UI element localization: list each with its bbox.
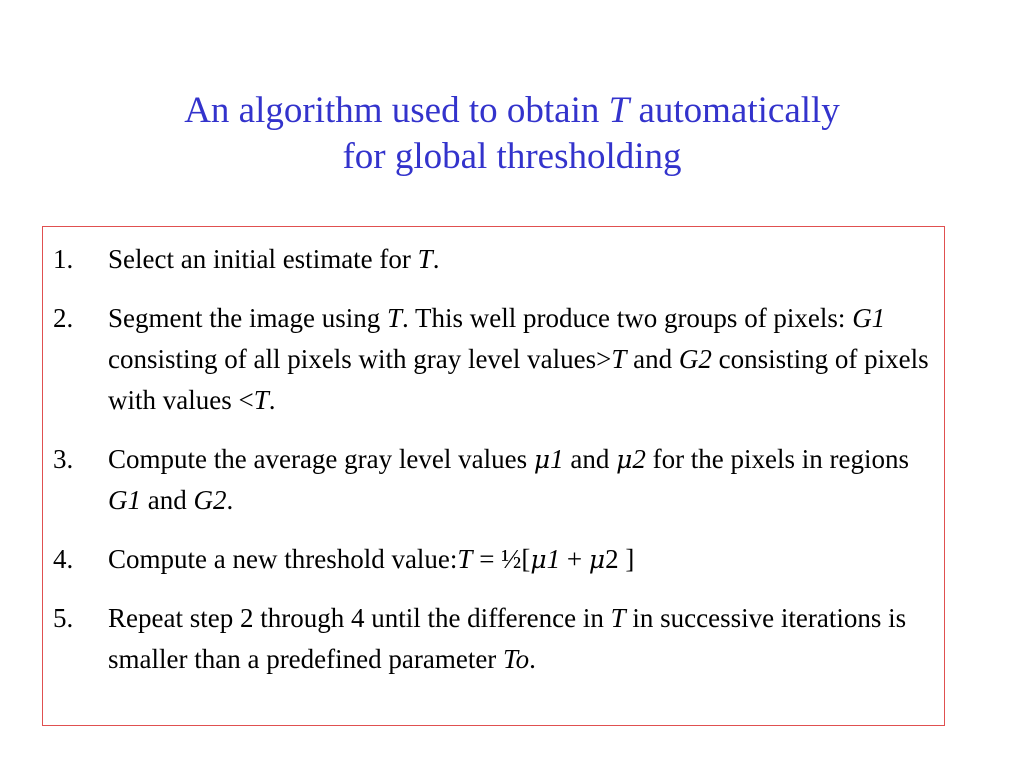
algorithm-steps [53,239,943,698]
step-number: 2. [53,303,74,333]
step-1 [53,239,943,280]
variable-t: T [457,544,473,574]
step-5 [53,598,943,680]
variable-t: T [610,603,626,633]
variable-to: To [503,644,530,674]
step-text: Repeat step 2 through 4 until the difference in [108,603,611,633]
step-text: . [529,644,536,674]
step-text: . [226,485,234,515]
title-line-2: for global thresholding [342,136,682,177]
subscript-1: 1 [546,544,561,574]
mu-symbol: μ [588,545,606,574]
title-variable-t: T [608,90,630,131]
title-text: automatically [629,90,840,131]
step-text: in successive iterations is smaller than a predefined parameter [108,603,907,674]
mu-symbol: μ [530,545,547,574]
formula-text: 2 ] [605,544,635,574]
step-text: Segment the image using [108,303,387,333]
step-number: 4. [53,544,74,574]
formula-text: + [560,544,589,574]
slide-title [0,88,1024,180]
step-text: . [268,385,276,415]
mu-symbol: μ [533,445,551,474]
step-number: 3. [53,444,74,474]
title-line-1 [0,88,1024,134]
step-text: and [141,485,194,515]
step-text: for the pixels in regions [645,444,910,474]
variable-t: T [253,385,269,415]
mu-symbol: μ [616,445,633,474]
step-text: Select an initial estimate for [108,244,418,274]
step-2 [53,298,943,421]
step-text: . This well produce two groups of pixels: [401,303,853,333]
step-3 [53,439,943,521]
step-text: and [563,444,617,474]
variable-t: T [386,303,402,333]
variable-g2: G2 [678,344,712,374]
algorithm-box [42,226,945,726]
subscript-1: 1 [550,444,564,474]
step-text: consisting of pixels with values < [108,344,929,415]
step-text: . [432,244,440,274]
step-text: Compute the average gray level values [108,444,534,474]
variable-t: T [611,344,627,374]
step-4 [53,539,943,580]
step-text: consisting of all pixels with gray level values> [108,344,612,374]
step-number: 1. [53,244,74,274]
step-number: 5. [53,603,74,633]
formula-text: = ½[ [472,544,531,574]
title-text: An algorithm used to obtain [184,90,609,131]
variable-g2: G2 [193,485,227,515]
step-text: and [626,344,679,374]
variable-g1: G1 [108,485,141,515]
step-text: Compute a new threshold value: [108,544,458,574]
subscript-2: 2 [632,444,646,474]
variable-g1: G1 [852,303,886,333]
variable-t: T [417,244,433,274]
